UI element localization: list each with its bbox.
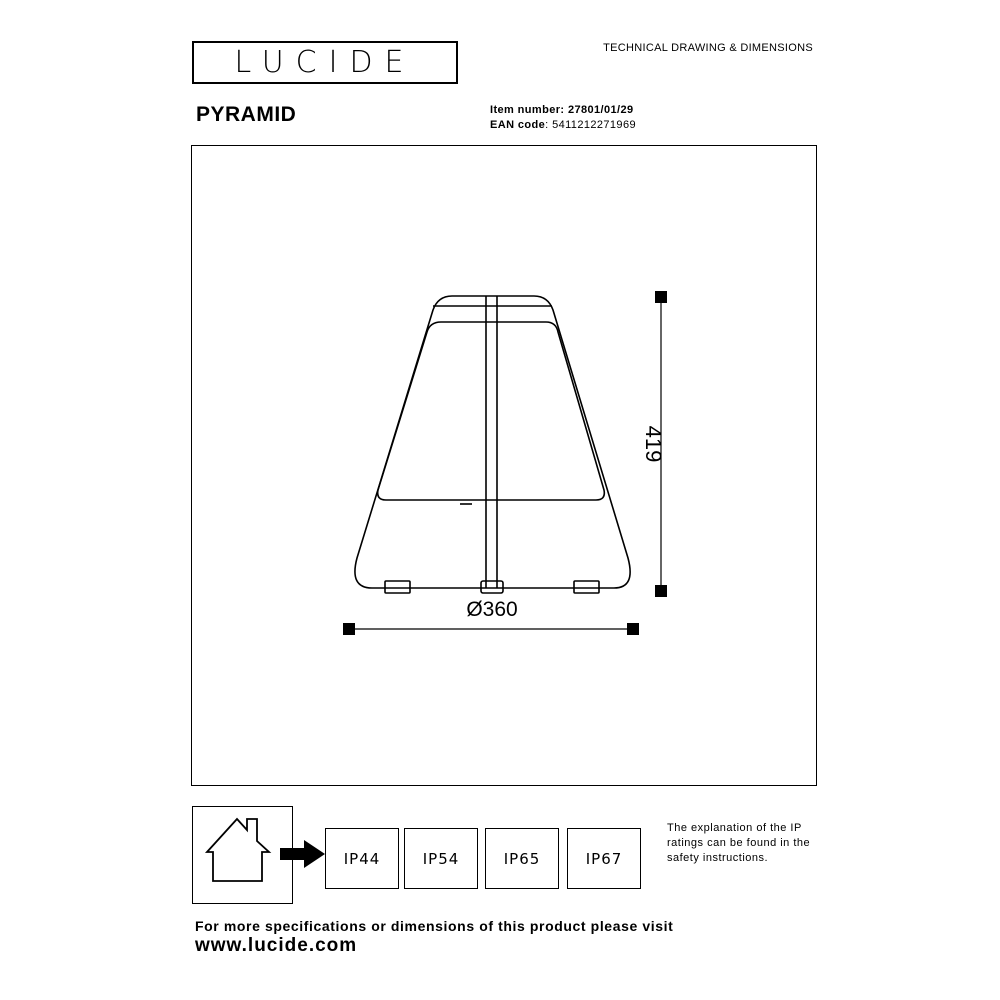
item-number-value: 27801/01/29 [567, 104, 634, 116]
ip-rating-box [485, 828, 559, 889]
ip-rating-label: IP44 [343, 849, 381, 868]
ip-rating-box [325, 828, 399, 889]
ip-rating-note: The explanation of the IP ratings can be found in the safety instructions. [667, 822, 811, 864]
ip-rating-label: IP67 [585, 849, 623, 868]
indoor-outdoor-box [192, 806, 293, 904]
document-title: TECHNICAL DRAWING & DIMENSIONS [603, 42, 813, 54]
house-icon [193, 807, 294, 905]
item-number-label: Item number: [490, 104, 565, 116]
brand-logo-text: LUCIDE [234, 45, 416, 80]
ip-rating-label: IP65 [503, 849, 541, 868]
footer-text: For more specifications or dimensions of this product please visit [195, 918, 674, 934]
footer-link[interactable]: www.lucide.com [195, 935, 358, 956]
diameter-dimension-label: Ø360 [466, 598, 518, 621]
arrow-right-icon [280, 840, 326, 868]
height-dimension-label: 419 [641, 425, 667, 463]
lamp-outline [355, 296, 630, 593]
ip-rating-box [567, 828, 641, 889]
ip-rating-label: IP54 [422, 849, 460, 868]
ip-rating-box [404, 828, 478, 889]
product-name: PYRAMID [196, 103, 297, 126]
ean-code-value: : 5411212271969 [545, 119, 636, 131]
ean-code-label: EAN code [490, 119, 546, 131]
diameter-dimension [343, 623, 639, 635]
